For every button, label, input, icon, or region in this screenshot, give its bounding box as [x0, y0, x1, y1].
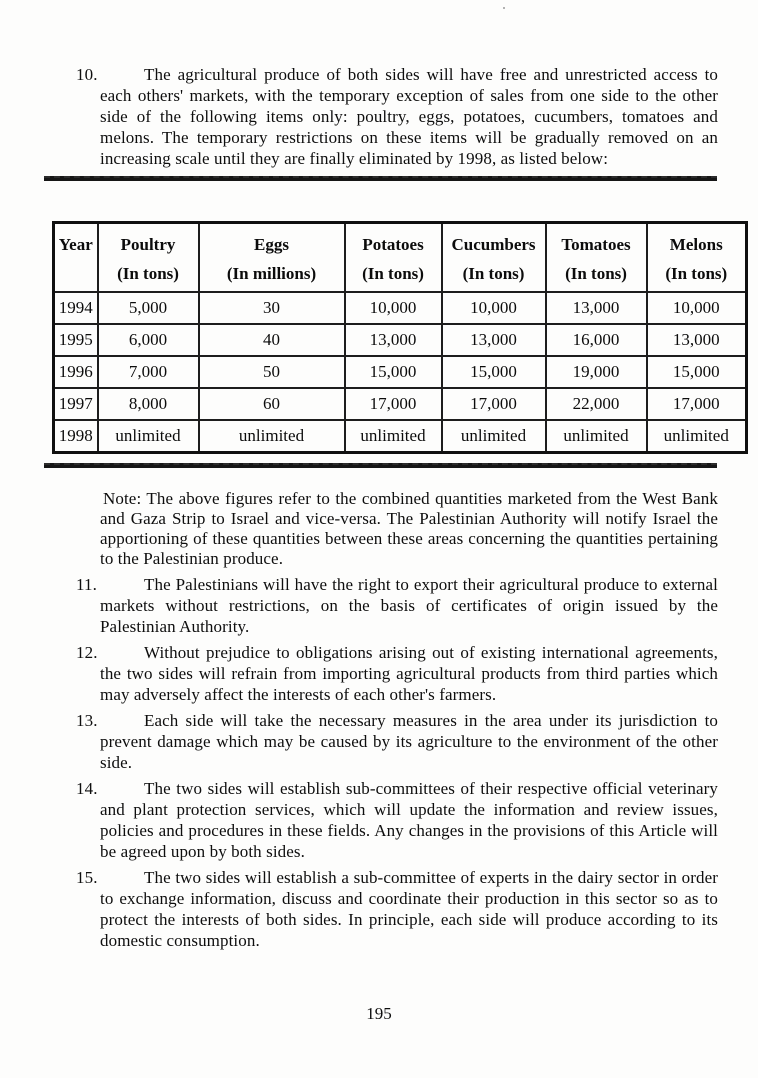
cell-poultry: 5,000	[98, 292, 199, 324]
table-row-1996	[54, 356, 747, 388]
col-label: Poultry	[120, 235, 176, 254]
numbered-paragraph-11	[76, 574, 718, 637]
col-label: Cucumbers	[451, 235, 536, 254]
col-label: Tomatoes	[561, 235, 631, 254]
col-header-tomatoes	[546, 223, 647, 293]
col-header-cucumbers	[442, 223, 546, 293]
numbered-paragraph-10	[76, 64, 718, 169]
produce-quota-table	[52, 221, 748, 454]
cell-year: 1995	[54, 324, 98, 356]
cell-eggs: unlimited	[199, 420, 345, 453]
col-label: Melons	[669, 235, 723, 254]
item-text: Without prejudice to obligations arising out of existing international agreements, the two sides will refrain from importing agricultural products from third parties which may adversely affect the interests of each other's farmers.	[100, 643, 718, 704]
item-number: 11.	[76, 575, 97, 594]
item-text: The agricultural produce of both sides will have free and unrestricted access to each others' markets, with the temporary exception of sales from one side to the other side of the following items only: poultry, eggs, potatoes, cucumbers, tomatoes and melons. The temporary restrictions on these items will be gradually removed on an increasing scale until they are finally eliminated by 1998, as listed below:	[100, 65, 718, 168]
cell-melons: 10,000	[647, 292, 747, 324]
cell-eggs: 30	[199, 292, 345, 324]
cell-cucumbers: 13,000	[442, 324, 546, 356]
cell-melons: 13,000	[647, 324, 747, 356]
item-text: The two sides will establish sub-committees of their respective official veterinary and plant protection services, which will update the information and review issues, policies and procedures in these fields. Any changes in the provisions of this Article will be agreed upon by both sides.	[100, 779, 718, 861]
cell-year: 1997	[54, 388, 98, 420]
cell-melons: unlimited	[647, 420, 747, 453]
col-unit: (In tons)	[565, 264, 627, 283]
cell-eggs: 50	[199, 356, 345, 388]
item-text: The Palestinians will have the right to export their agricultural produce to external markets without restrictions, on the basis of certificates of origin issued by the Palestinian Authority.	[100, 575, 718, 636]
note-paragraph	[100, 489, 718, 569]
table-row-1998	[54, 420, 747, 453]
table-row-1994	[54, 292, 747, 324]
cell-cucumbers: 15,000	[442, 356, 546, 388]
cell-poultry: unlimited	[98, 420, 199, 453]
col-unit: (In tons)	[117, 264, 179, 283]
item-number: 15.	[76, 868, 98, 887]
col-unit: (In tons)	[462, 264, 525, 283]
note-text: Note: The above figures refer to the combined quantities marketed from the West Bank and Gaza Strip to Israel and vice-versa. The Palestinian Authority will notify Israel the apportioning of these quantities between these areas concerning the quantities pertaining to the Palestinian produce.	[100, 489, 718, 568]
col-header-melons	[647, 223, 747, 293]
cell-potatoes: unlimited	[345, 420, 442, 453]
cell-melons: 17,000	[647, 388, 747, 420]
cell-year: 1996	[54, 356, 98, 388]
col-header-year	[54, 223, 98, 293]
cell-tomatoes: 13,000	[546, 292, 647, 324]
col-label: Year	[58, 235, 93, 254]
col-header-eggs	[199, 223, 345, 293]
item-text: The two sides will establish a sub-committee of experts in the dairy sector in order to exchange information, discuss and coordinate their production in this sector so as to protect the interests of both sides. In principle, each side will produce according to its domestic consumption.	[100, 868, 718, 950]
cell-potatoes: 15,000	[345, 356, 442, 388]
col-unit: (In tons)	[362, 264, 424, 283]
cell-eggs: 40	[199, 324, 345, 356]
divider-rule-bottom	[44, 463, 717, 468]
col-header-poultry	[98, 223, 199, 293]
cell-poultry: 6,000	[98, 324, 199, 356]
cell-melons: 15,000	[647, 356, 747, 388]
cell-eggs: 60	[199, 388, 345, 420]
page-number: 195	[366, 1004, 392, 1023]
cell-potatoes: 10,000	[345, 292, 442, 324]
item-number: 12.	[76, 643, 98, 662]
numbered-paragraph-12	[76, 642, 718, 705]
cell-cucumbers: 10,000	[442, 292, 546, 324]
col-label: Eggs	[254, 235, 289, 254]
numbered-paragraph-14	[76, 778, 718, 862]
col-label: Potatoes	[362, 235, 424, 254]
cell-tomatoes: 19,000	[546, 356, 647, 388]
table-row-1997	[54, 388, 747, 420]
numbered-paragraph-15	[76, 867, 718, 951]
cell-potatoes: 17,000	[345, 388, 442, 420]
item-number: 14.	[76, 779, 98, 798]
table-header-row	[54, 223, 747, 293]
scan-artifact-dot	[503, 7, 505, 9]
cell-year: 1998	[54, 420, 98, 453]
table-row-1995	[54, 324, 747, 356]
cell-potatoes: 13,000	[345, 324, 442, 356]
cell-tomatoes: 22,000	[546, 388, 647, 420]
col-unit: (In tons)	[665, 264, 728, 283]
cell-poultry: 8,000	[98, 388, 199, 420]
col-header-potatoes	[345, 223, 442, 293]
col-unit: (In millions)	[226, 264, 317, 283]
cell-cucumbers: unlimited	[442, 420, 546, 453]
cell-tomatoes: 16,000	[546, 324, 647, 356]
cell-poultry: 7,000	[98, 356, 199, 388]
item-number: 13.	[76, 711, 98, 730]
cell-year: 1994	[54, 292, 98, 324]
numbered-paragraph-13	[76, 710, 718, 773]
cell-tomatoes: unlimited	[546, 420, 647, 453]
cell-cucumbers: 17,000	[442, 388, 546, 420]
divider-rule-top	[44, 176, 717, 181]
item-text: Each side will take the necessary measures in the area under its jurisdiction to prevent damage which may be caused by its agriculture to the environment of the other side.	[100, 711, 718, 772]
item-number: 10.	[76, 65, 98, 84]
